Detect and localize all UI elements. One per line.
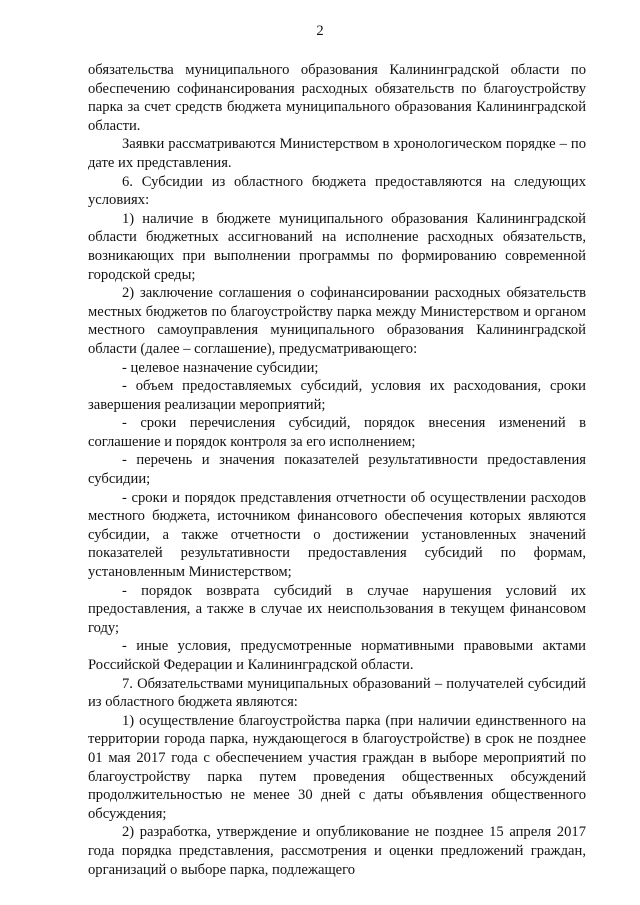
paragraph: Заявки рассматриваются Министерством в хронологическом порядке – по дате их представления. (88, 136, 586, 171)
paragraph: 1) наличие в бюджете муниципального образования Калининградской области бюджетных ассигнований на исполнение расходных обязательств, возникающих при выполнении программы по формированию современной городской среды; (88, 210, 586, 283)
list-item: - порядок возврата субсидий в случае нарушения условий их предоставления, а также в случае их неиспользования в текущем финансовом году; (88, 582, 586, 636)
paragraph: обязательства муниципального образования Калининградской области по обеспечению софинансирования расходных обязательств по благоустройству парка за счет средств бюджета муниципального образования Калининградской области. (88, 62, 586, 134)
paragraph: 2) разработка, утверждение и опубликование не позднее 15 апреля 2017 года порядка представления, рассмотрения и оценки предложений граждан, организаций о выборе парка, подлежащего (88, 824, 586, 878)
section-heading-paragraph: 7. Обязательствами муниципальных образований – получателей субсидий из областного бюджета являются: (88, 675, 586, 711)
section-heading-paragraph: 6. Субсидии из областного бюджета предоставляются на следующих условиях: (88, 173, 586, 209)
list-item: - сроки и порядок представления отчетности об осуществлении расходов местного бюджета, источником финансового обеспечения которых являются субсидии, а также отчетности о достижении установленных значений показателей результативности предоставления субсидий по формам, установленным Министерством; (88, 489, 586, 581)
list-item: - сроки перечисления субсидий, порядок внесения изменений в соглашение и порядок контроля за его исполнением; (88, 415, 586, 450)
paragraph: 1) осуществление благоустройства парка (при наличии единственного на территории города парка, нуждающегося в благоустройстве) в срок не позднее 01 мая 2017 года с обеспечением участия граждан в выборе мероприятий по благоустройству парка путем проведения общественных обсуждений продолжительностью не менее 30 дней с даты объявления общественного обсуждения; (88, 712, 586, 822)
list-item: - целевое назначение субсидии; (122, 359, 319, 376)
list-item: - иные условия, предусмотренные нормативными правовыми актами Российской Федерации и Калининградской области. (88, 638, 586, 673)
list-item: - объем предоставляемых субсидий, условия их расходования, сроки завершения реализации мероприятий; (88, 378, 586, 413)
document-body (88, 61, 586, 879)
list-item: - перечень и значения показателей результативности предоставления субсидии; (88, 452, 586, 488)
page-number: 2 (316, 23, 324, 39)
paragraph: 2) заключение соглашения о софинансировании расходных обязательств местных бюджетов по благоустройству парка между Министерством и органом местного самоуправления муниципального образования Калининградской области (далее – соглашение), предусматривающего: (88, 285, 586, 357)
